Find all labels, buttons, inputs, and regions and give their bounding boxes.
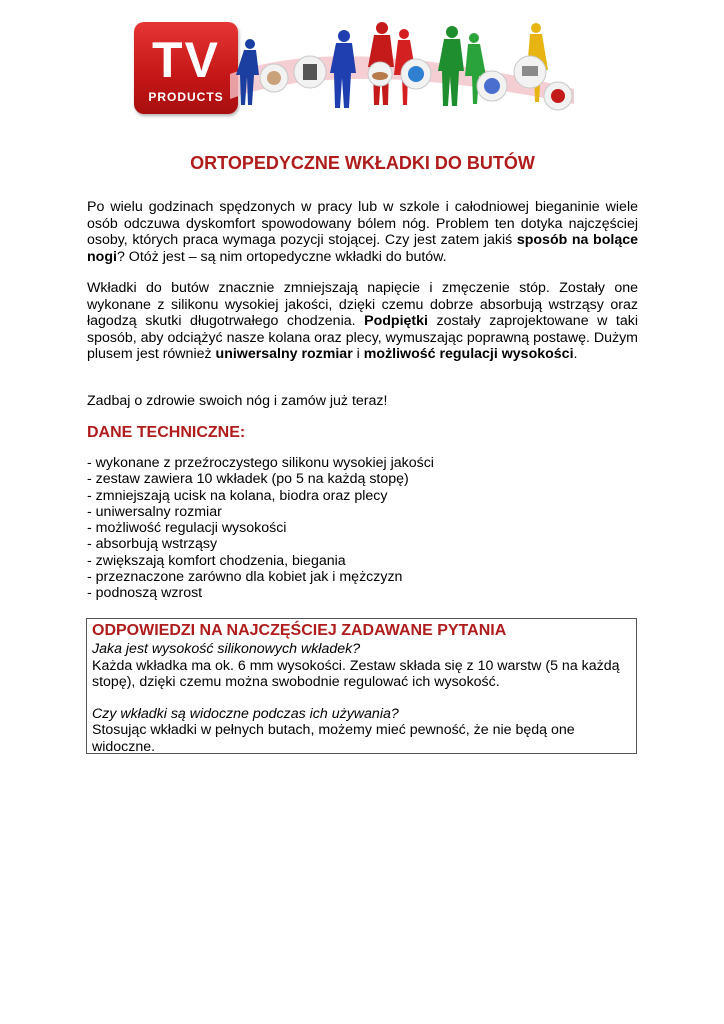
list-item: - przeznaczone zarówno dla kobiet jak i mężczyzn xyxy=(87,569,403,586)
list-item: - absorbują wstrząsy xyxy=(87,536,218,553)
text-run: Wkładki do butów znacznie zmniejszają napięcie i zmęczenie stóp. Zostały one wykonane z silikonu wysokiej jakości, dzięki czemu dobrze absorbują wstrząsy oraz łagodzą skutki długotrwałego chodzenia. xyxy=(87,280,638,329)
list-item: - zestaw zawiera 10 wkładek (po 5 na każdą stopę) xyxy=(87,471,409,488)
product-bowl-icon xyxy=(267,71,281,85)
bold-run: sposób na bolące nogi xyxy=(87,232,638,265)
faq-question: Jaka jest wysokość silikonowych wkładek? xyxy=(92,641,361,657)
text-run: Po wielu godzinach spędzonych w pracy lub w szkole i całodniowej bieganinie wiele osób odczuwa dyskomfort spowodowany bólem nóg. Problem ten dotyka najczęściej osoby, których praca wymaga pozycji stojącej. Czy jest zatem jakiś xyxy=(87,199,638,248)
product-device-icon xyxy=(303,64,317,80)
product-tray-icon xyxy=(372,72,388,80)
header-banner xyxy=(134,14,574,114)
faq-heading: ODPOWIEDZI NA NAJCZĘŚCIEJ ZADAWANE PYTANIA xyxy=(92,622,507,639)
list-item: - uniwersalny rozmiar xyxy=(87,503,222,520)
text-run: . xyxy=(573,346,578,362)
product-blue-icon xyxy=(408,66,424,82)
specs-heading: DANE TECHNICZNE: xyxy=(87,424,246,441)
product-red-icon xyxy=(551,89,565,103)
list-item: - podnoszą wzrost xyxy=(87,585,203,602)
list-item: - zmniejszają ucisk na kolana, biodra oraz plecy xyxy=(87,487,388,504)
bold-run: Podpiętki xyxy=(364,313,428,329)
call-to-action: Zadbaj o zdrowie swoich nóg i zamów już teraz! xyxy=(87,393,388,409)
product-car-icon xyxy=(522,66,538,76)
intro-paragraph xyxy=(87,199,638,265)
specs-list xyxy=(87,455,638,602)
text-run: ? Otóż jest – są nim ortopedyczne wkładki do butów. xyxy=(116,248,447,265)
text-run: i xyxy=(352,346,364,362)
people-and-products-illustration xyxy=(230,14,574,114)
logo-sub-text: PRODUCTS xyxy=(148,90,224,104)
text-run: zostały zaprojektowane w taki sposób, aby odciążyć nasze kolana oraz plecy, wymuszając poprawną postawę. Dużym plusem jest również xyxy=(87,313,638,362)
page-title: ORTOPEDYCZNE WKŁADKI DO BUTÓW xyxy=(190,153,535,173)
faq-answer: Stosując wkładki w pełnych butach, możemy mieć pewność, że nie będą one widoczne. xyxy=(92,722,575,755)
faq-box xyxy=(86,618,637,754)
list-item: - wykonane z przeźroczystego silikonu wysokiej jakości xyxy=(87,455,434,471)
list-item: - możliwość regulacji wysokości xyxy=(87,520,287,537)
tv-products-logo xyxy=(134,22,238,114)
faq-answer: Każda wkładka ma ok. 6 mm wysokości. Zestaw składa się z 10 warstw (5 na każdą stopę), dzięki czemu można swobodnie regulować ich wysokość. xyxy=(92,657,620,690)
bold-run: możliwość regulacji wysokości xyxy=(363,346,574,362)
blue-man-icon xyxy=(330,30,356,108)
description-paragraph xyxy=(87,280,638,363)
faq-question: Czy wkładki są widoczne podczas ich używania? xyxy=(92,705,399,722)
bold-run: uniwersalny rozmiar xyxy=(215,346,353,362)
product-pool-icon xyxy=(484,78,500,94)
green-person-icon xyxy=(438,26,464,106)
logo-main-text: TV xyxy=(152,32,220,88)
list-item: - zwiększają komfort chodzenia, biegania xyxy=(87,552,346,569)
